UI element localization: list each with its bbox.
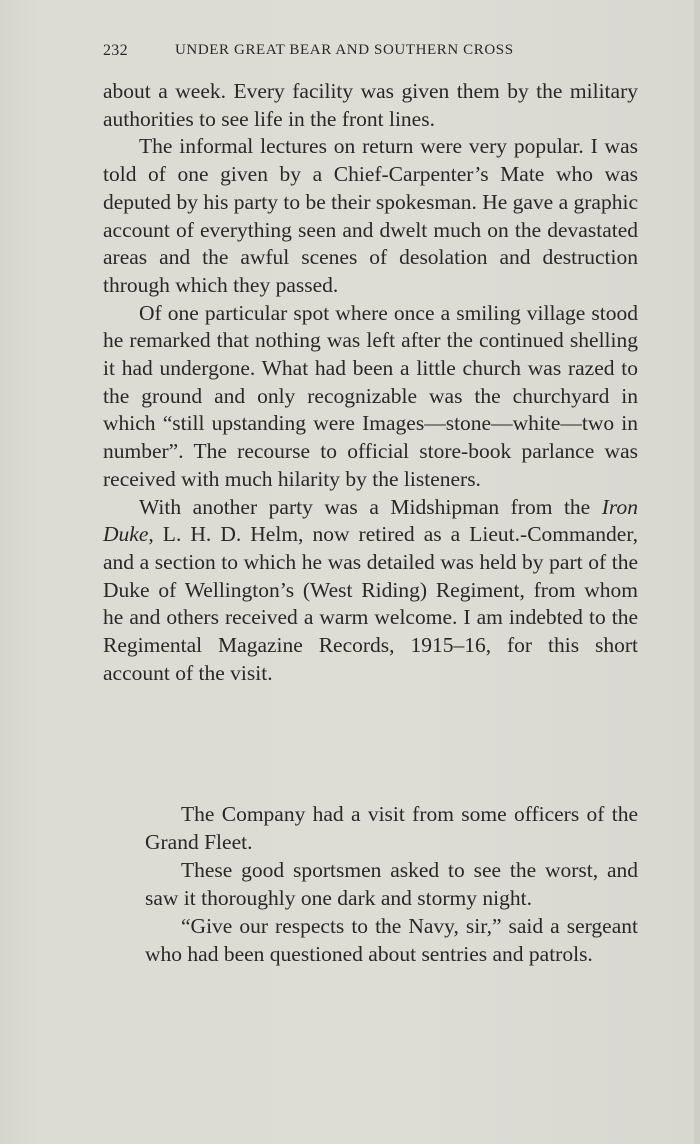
paragraph-midshipman [103, 494, 638, 688]
quote-paragraph-sportsmen: These good sportsmen asked to see the worst, and saw it thoroughly one dark and stormy night. [145, 858, 638, 910]
page-number: 232 [103, 42, 128, 59]
paragraph-midshipman-end: , L. H. D. Helm, now retired as a Lieut.-Commander, and a section to which he was detailed was held by part of the Duke of Wellington’s (West Riding) Regiment, from whom he and others received a warm welcome. I am indebted to the Regimental Magazine Records, 1915–16, for this short account of the visit. [103, 522, 638, 685]
quote-paragraph-sergeant: “Give our respects to the Navy, sir,” said a sergeant who had been questioned about sentries and patrols. [145, 914, 638, 966]
ship-name: Iron Duke [103, 494, 638, 547]
body-text [103, 78, 638, 687]
paragraph-continued: about a week. Every facility was given them by the military authorities to see life in the front lines. [103, 79, 638, 131]
page-header [103, 42, 643, 68]
block-quote [145, 800, 638, 968]
page-edge [694, 0, 700, 1144]
quote-paragraph-visit: The Company had a visit from some officers of the Grand Fleet. [145, 802, 638, 854]
paragraph-lectures: The informal lectures on return were very popular. I was told of one given by a Chief-Carpenter’s Mate who was deputed by his party to be their spokesman. He gave a graphic account of everything seen and dwelt much on the devastated areas and the awful scenes of desolation and destruction through which they passed. [103, 134, 638, 297]
paragraph-village: Of one particular spot where once a smiling village stood he remarked that nothing was left after the continued shelling it had undergone. What had been a little church was razed to the ground and only recognizable was the churchyard in which “still upstanding were Images—stone—white—two in number”. The recourse to official store-book parlance was received with much hilarity by the listeners. [103, 300, 638, 491]
running-head: UNDER GREAT BEAR AND SOUTHERN CROSS [175, 42, 514, 58]
paragraph-midshipman-start: With another party was a Midshipman from the [139, 494, 602, 519]
